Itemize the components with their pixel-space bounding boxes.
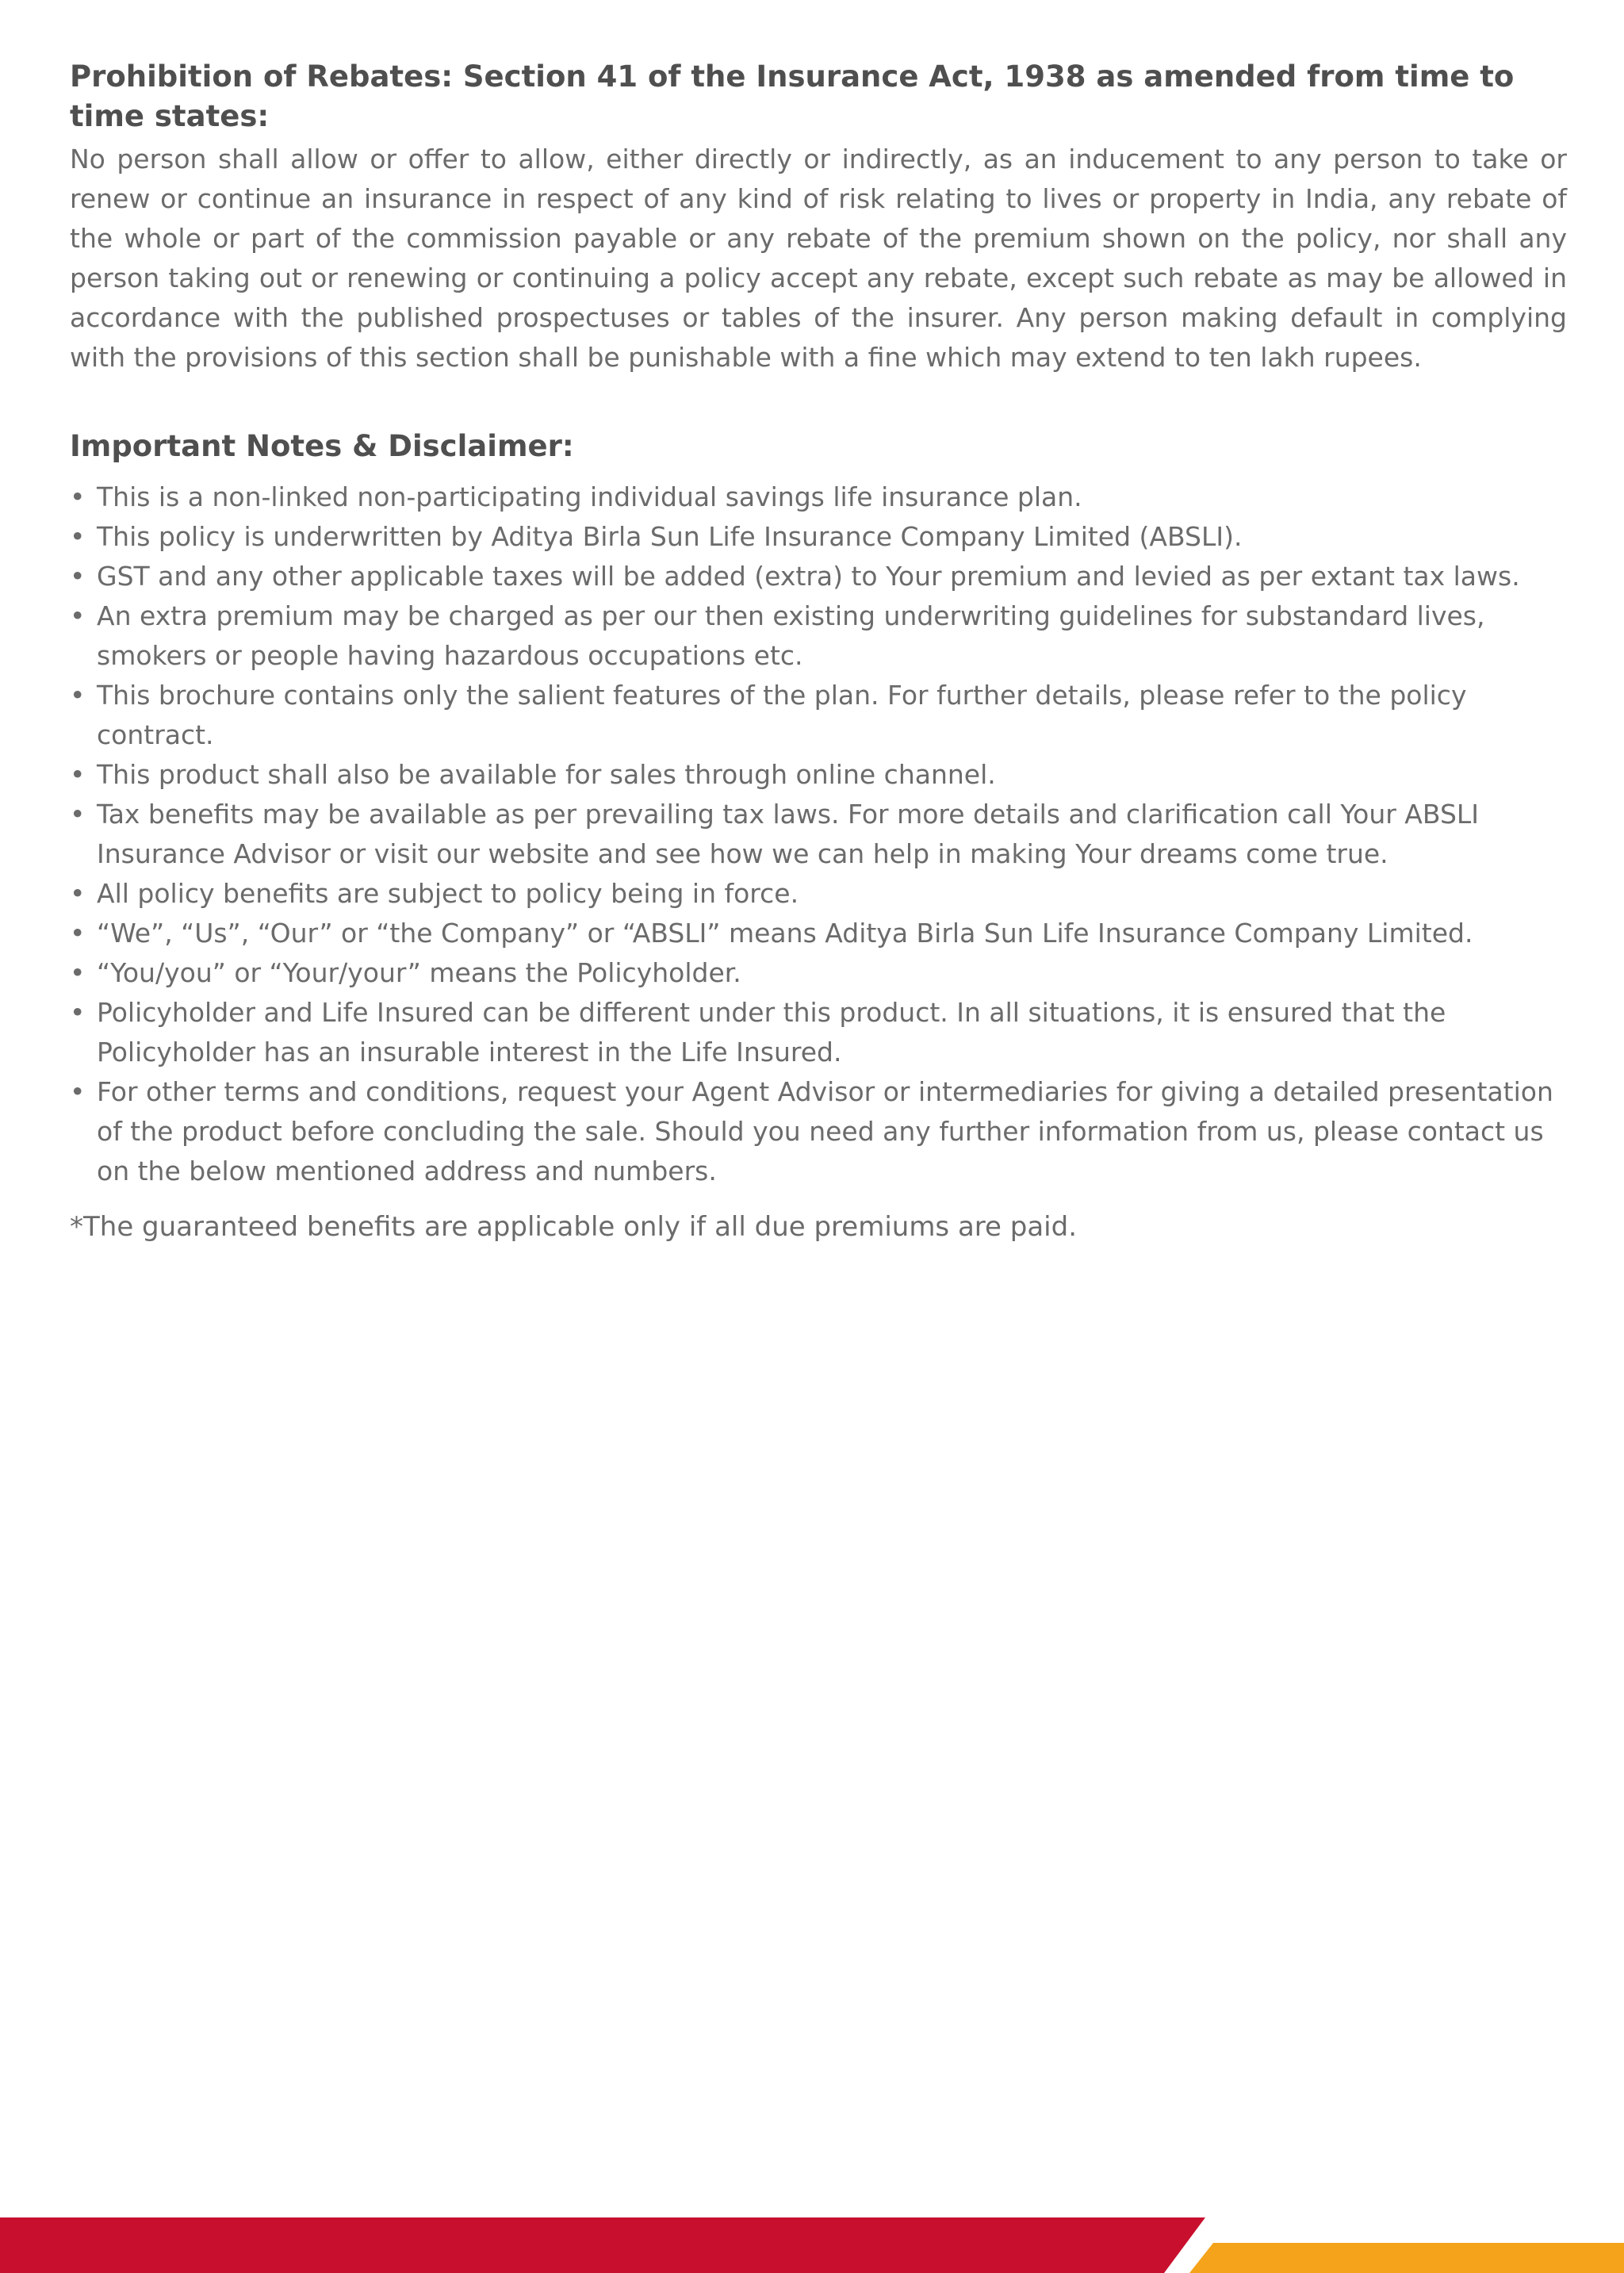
footer-yellow-stripe: [1189, 2243, 1624, 2273]
document-page: [70, 57, 1567, 1274]
bullet-icon: •: [70, 957, 86, 988]
list-item: [70, 993, 1567, 1072]
list-item: [70, 755, 1567, 795]
list-item: [70, 914, 1567, 953]
notes-section: [70, 427, 1567, 1191]
prohibition-heading: Prohibition of Rebates: Section 41 of the Insurance Act, 1938 as amended from time to time states:: [70, 59, 1515, 133]
bullet-icon: •: [70, 918, 86, 949]
list-item-text: Tax benefits may be available as per prevailing tax laws. For more details and clarification call Your ABSLI Insurance Advisor or visit our website and see how we can help in making Your dreams come true.: [97, 799, 1480, 869]
list-item-text: Policyholder and Life Insured can be different under this product. In all situations, it is ensured that the Policyholder has an insurable interest in the Life Insured.: [97, 997, 1446, 1068]
list-item-text: This brochure contains only the salient features of the plan. For further details, please refer to the policy contract.: [97, 680, 1467, 750]
prohibition-section: [70, 57, 1567, 378]
prohibition-body: No person shall allow or offer to allow, either directly or indirectly, as an inducement to any person to take or renew or continue an insurance in respect of any kind of risk relating to lives or property in India, any rebate of the whole or part of the commission payable or any rebate of the premium shown on the policy, nor shall any person taking out or renewing or continuing a policy accept any rebate, except such rebate as may be allowed in accordance with the published prospectuses or tables of the insurer. Any person making default in complying with the provisions of this section shall be punishable with a fine which may extend to ten lakh rupees.: [70, 144, 1567, 373]
list-item: [70, 1072, 1567, 1191]
bullet-icon: •: [70, 1076, 86, 1107]
notes-heading: Important Notes & Disclaimer:: [70, 429, 574, 463]
footer-red-stripe: [0, 2217, 1205, 2273]
list-item-text: “We”, “Us”, “Our” or “the Company” or “ABSLI” means Aditya Birla Sun Life Insurance Company Limited.: [97, 918, 1473, 949]
list-item-text: All policy benefits are subject to policy being in force.: [97, 878, 799, 909]
bullet-icon: •: [70, 481, 86, 512]
bullet-icon: •: [70, 878, 86, 909]
list-item: [70, 874, 1567, 914]
bullet-icon: •: [70, 521, 86, 552]
bullet-icon: •: [70, 759, 86, 790]
bullet-icon: •: [70, 600, 86, 631]
list-item: [70, 557, 1567, 596]
notes-list: [70, 477, 1567, 1191]
list-item-text: GST and any other applicable taxes will be added (extra) to Your premium and levied as per extant tax laws.: [97, 561, 1520, 592]
list-item-text: This product shall also be available for sales through online channel.: [97, 759, 996, 790]
list-item: [70, 795, 1567, 874]
bullet-icon: •: [70, 997, 86, 1028]
bullet-icon: •: [70, 561, 86, 592]
bullet-icon: •: [70, 680, 86, 711]
list-item: [70, 596, 1567, 676]
list-item: [70, 953, 1567, 993]
list-item-text: For other terms and conditions, request your Agent Advisor or intermediaries for giving a detailed presentation of the product before concluding the sale. Should you need any further information from us, please contact us on the below mentioned address and numbers.: [97, 1076, 1553, 1186]
list-item: [70, 477, 1567, 517]
list-item-text: “You/you” or “Your/your” means the Policyholder.: [97, 957, 741, 988]
guarantee-footnote: *The guaranteed benefits are applicable only if all due premiums are paid.: [70, 1211, 1078, 1243]
list-item: [70, 676, 1567, 755]
list-item-text: An extra premium may be charged as per our then existing underwriting guidelines for substandard lives, smokers or people having hazardous occupations etc.: [97, 600, 1485, 671]
brand-footer-band: [0, 2217, 1624, 2273]
list-item-text: This policy is underwritten by Aditya Birla Sun Life Insurance Company Limited (ABSLI).: [97, 521, 1243, 552]
list-item: [70, 517, 1567, 557]
list-item-text: This is a non-linked non-participating individual savings life insurance plan.: [97, 481, 1082, 512]
bullet-icon: •: [70, 799, 86, 830]
